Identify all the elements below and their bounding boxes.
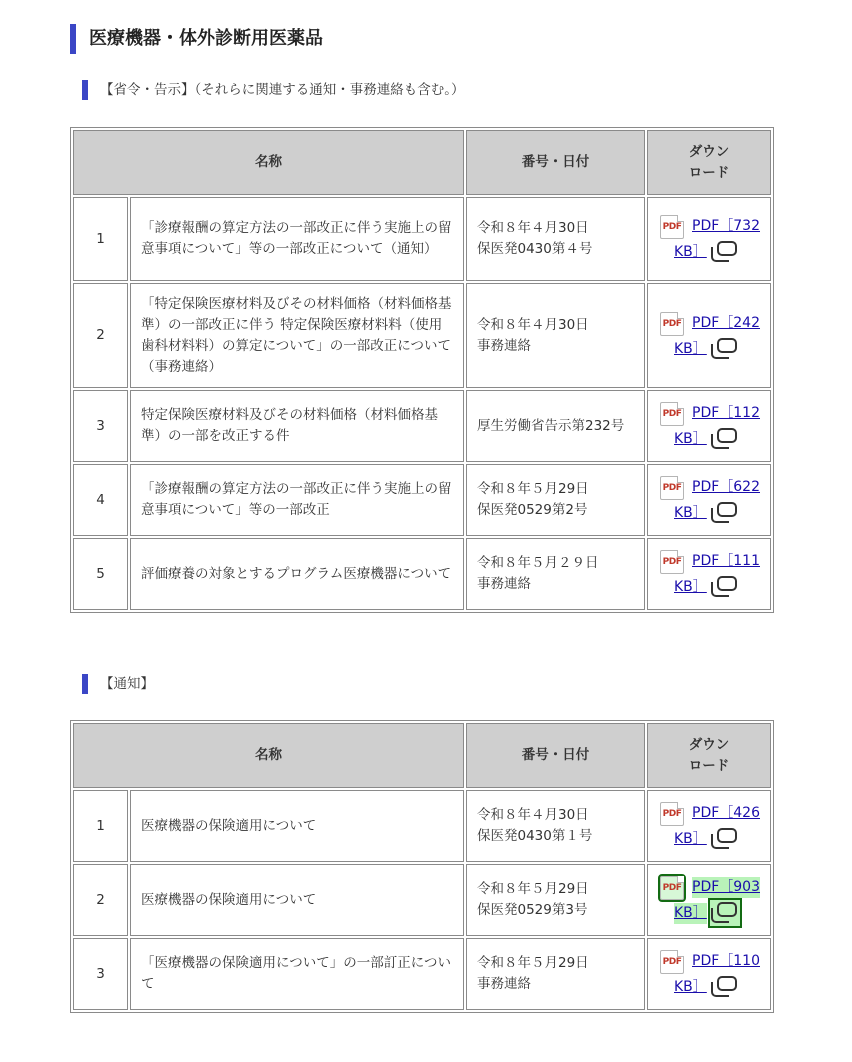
table-row <box>73 197 771 281</box>
pdf-download <box>660 948 768 1000</box>
new-window-icon[interactable] <box>710 900 740 926</box>
notice-table <box>70 720 774 1013</box>
document-number: 保医発0430第４号 <box>477 241 593 257</box>
table-row <box>73 864 771 936</box>
table-row <box>73 283 771 388</box>
pdf-download-link[interactable]: PDF［903 <box>692 877 760 898</box>
table-header-row <box>73 723 771 788</box>
document-number: 事務連絡 <box>477 337 531 354</box>
download-header-line-2: ロード <box>688 164 730 181</box>
pdf-file-icon[interactable]: PDF <box>660 802 684 826</box>
column-header-download <box>647 723 771 788</box>
pdf-download-link-size[interactable]: KB］ <box>674 831 707 847</box>
number-date-cell <box>466 390 645 462</box>
table-row <box>73 938 771 1010</box>
pdf-download <box>660 800 768 852</box>
document-name: 「診療報酬の算定方法の一部改正に伴う実施上の留意事項について」等の一部改正 <box>130 464 464 536</box>
page-title: 医療機器・体外診断用医薬品 <box>70 24 323 54</box>
download-cell <box>647 464 771 536</box>
pdf-download-link[interactable]: PDF［110 <box>692 953 760 969</box>
download-header-line-1: ダウン <box>688 143 730 160</box>
document-name: 「診療報酬の算定方法の一部改正に伴う実施上の留意事項について」等の一部改正について（通知） <box>130 197 464 281</box>
pdf-download-link-size[interactable]: KB］ <box>674 431 707 447</box>
pdf-download-highlighted <box>660 874 768 926</box>
document-name: 「特定保険医療材料及びその材料価格（材料価格基準）の一部改正に伴う 特定保険医療材料料（使用歯科材料料）の算定について」の一部改正について（事務連絡） <box>130 283 464 388</box>
pdf-file-icon[interactable]: PDF <box>660 312 684 336</box>
table-header-row <box>73 130 771 195</box>
pdf-download-link-size[interactable]: KB］ <box>674 979 707 995</box>
column-header-number-date: 番号・日付 <box>466 723 645 788</box>
document-number: 保医発0529第2号 <box>477 502 588 518</box>
document-date: 令和８年４月30日 <box>477 316 589 333</box>
download-cell <box>647 197 771 281</box>
number-date-cell <box>466 197 645 281</box>
pdf-download-link-size[interactable]: KB］ <box>674 579 707 595</box>
pdf-download <box>660 310 768 362</box>
ordinance-table <box>70 127 774 613</box>
row-number: 2 <box>73 864 128 936</box>
row-number: 1 <box>73 790 128 862</box>
pdf-download-link[interactable]: PDF［112 <box>692 405 760 421</box>
pdf-download <box>660 213 768 265</box>
row-number: 2 <box>73 283 128 388</box>
document-date: 令和８年５月29日 <box>477 881 589 897</box>
number-date-cell <box>466 790 645 862</box>
row-number: 1 <box>73 197 128 281</box>
download-cell <box>647 864 771 936</box>
download-header-line-1: ダウン <box>688 736 730 753</box>
new-window-icon[interactable] <box>710 974 740 1000</box>
download-cell <box>647 283 771 388</box>
pdf-download-link[interactable]: PDF［732 <box>692 218 760 234</box>
number-date-cell <box>466 283 645 388</box>
number-date-cell <box>466 538 645 610</box>
table-row <box>73 538 771 610</box>
pdf-download-link[interactable]: PDF［426 <box>692 805 760 821</box>
pdf-file-icon[interactable]: PDF <box>660 876 684 900</box>
column-header-name: 名称 <box>73 130 464 195</box>
document-name: 医療機器の保険適用について <box>130 790 464 862</box>
pdf-download-link[interactable]: PDF［242 <box>692 314 760 331</box>
table-row <box>73 464 771 536</box>
pdf-download <box>660 548 768 600</box>
download-cell <box>647 390 771 462</box>
column-header-download <box>647 130 771 195</box>
download-cell <box>647 538 771 610</box>
pdf-download-link[interactable]: PDF［111 <box>692 553 760 569</box>
document-number: 保医発0430第１号 <box>477 828 593 844</box>
document-number: 事務連絡 <box>477 576 531 592</box>
column-header-number-date: 番号・日付 <box>466 130 645 195</box>
document-date: 令和８年４月30日 <box>477 220 589 236</box>
column-header-name: 名称 <box>73 723 464 788</box>
table-row <box>73 790 771 862</box>
new-window-icon[interactable] <box>710 336 740 362</box>
section-heading-ordinance: 【省令・告示】（それらに関連する通知・事務連絡も含む。） <box>82 80 465 100</box>
row-number: 5 <box>73 538 128 610</box>
pdf-file-icon[interactable]: PDF <box>660 950 684 974</box>
document-name: 医療機器の保険適用について <box>130 864 464 936</box>
new-window-icon[interactable] <box>710 239 740 265</box>
row-number: 3 <box>73 938 128 1010</box>
pdf-download-link-size[interactable]: KB］ <box>674 903 707 924</box>
row-number: 4 <box>73 464 128 536</box>
download-cell <box>647 790 771 862</box>
document-date: 厚生労働省告示第232号 <box>477 417 625 434</box>
document-date: 令和８年５月29日 <box>477 955 589 971</box>
table-row <box>73 390 771 462</box>
document-number: 事務連絡 <box>477 976 531 992</box>
pdf-file-icon[interactable]: PDF <box>660 215 684 239</box>
number-date-cell <box>466 938 645 1010</box>
document-number: 保医発0529第3号 <box>477 902 588 918</box>
number-date-cell <box>466 864 645 936</box>
document-date: 令和８年４月30日 <box>477 807 589 823</box>
new-window-icon[interactable] <box>710 574 740 600</box>
pdf-file-icon[interactable]: PDF <box>660 476 684 500</box>
pdf-download-link[interactable]: PDF［622 <box>692 479 760 495</box>
pdf-file-icon[interactable]: PDF <box>660 550 684 574</box>
number-date-cell <box>466 464 645 536</box>
pdf-download <box>660 474 768 526</box>
pdf-download <box>660 400 768 452</box>
document-name: 特定保険医療材料及びその材料価格（材料価格基準）の一部を改正する件 <box>130 390 464 462</box>
pdf-download-link-size[interactable]: KB］ <box>674 244 707 260</box>
section-heading-notice: 【通知】 <box>82 674 154 694</box>
pdf-download-link-size[interactable]: KB］ <box>674 505 707 521</box>
new-window-icon[interactable] <box>710 826 740 852</box>
row-number: 3 <box>73 390 128 462</box>
new-window-icon[interactable] <box>710 426 740 452</box>
document-date: 令和８年５月２９日 <box>477 555 599 571</box>
pdf-download-link-size[interactable]: KB］ <box>674 340 707 357</box>
document-date: 令和８年５月29日 <box>477 481 589 497</box>
download-header-line-2: ロード <box>688 757 730 774</box>
pdf-file-icon[interactable]: PDF <box>660 402 684 426</box>
download-cell <box>647 938 771 1010</box>
document-name: 「医療機器の保険適用について」の一部訂正について <box>130 938 464 1010</box>
document-name: 評価療養の対象とするプログラム医療機器について <box>130 538 464 610</box>
new-window-icon[interactable] <box>710 500 740 526</box>
